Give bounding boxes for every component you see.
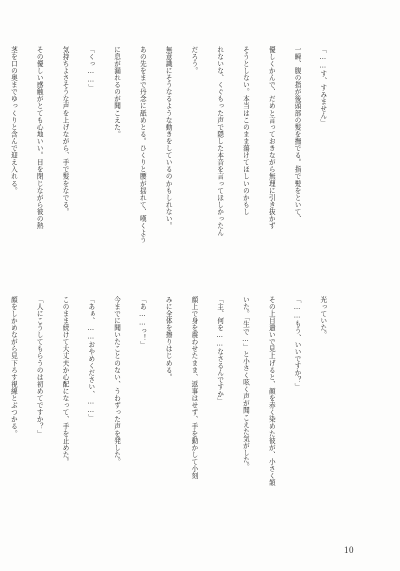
text-line: みに全体を擦りはじめる。: [164, 296, 173, 381]
text-line: いた。「生で…」と小さく呟く声が聞こえた気がした。: [241, 296, 250, 471]
page-number: 10: [344, 545, 354, 555]
text-line: 無意識にそうなるような動きをしているのかもしれない。: [164, 46, 173, 230]
text-line: 「人にこうしてもらうのは初めてですか？」: [35, 296, 44, 437]
text-line: 「……す、すみません」: [318, 46, 327, 127]
text-line: に息が漏れるのが聞こえた。: [112, 46, 121, 138]
text-line: 「くっ……」: [86, 46, 95, 92]
text-line: 「……もう、いいですか？」: [293, 296, 302, 391]
text-line: 茎を口の奥までゆっくりと含んで迎え入れる。: [9, 46, 18, 195]
text-line: 優しくかんで、だめと言っておきながら無理に引き抜かず: [267, 46, 276, 230]
text-line: その優しい感触がとても心地いい。目を閉じながら彼の熱: [35, 46, 44, 230]
text-line: 光っていた。: [318, 296, 327, 339]
text-block-lower: [9, 296, 344, 518]
text-line: 「あ……っ！」: [138, 296, 147, 349]
text-line: 今までに聞いたことのない、うわずった声を発した。: [112, 296, 121, 466]
text-line: あの先をまで丹念に舐めとる。ひくりと腰が揺れて、嘆くよう: [138, 46, 147, 244]
text-block-upper: [9, 46, 344, 268]
text-line: このまま続けて大丈夫か心配になって、手を止めた。: [61, 296, 69, 466]
text-line: だろう。: [189, 46, 198, 75]
text-line: 「あぁ、……おやめください、……」: [86, 296, 95, 422]
text-line: その上目遣いで見上げると、顔を赤く染めた彼が、小さく頷: [267, 296, 276, 487]
text-line: 顔をしかめながら見下ろす視線とぶつかる。: [9, 296, 18, 437]
text-line: そうとしない。本当はこのまま蕩けてほしいのかもし: [241, 46, 250, 216]
text-line: 「主、何を……なさるんですか」: [215, 296, 224, 405]
text-line: 顔上で身を震わせたまま、返事はせず、手を動かして小刻: [189, 296, 198, 480]
text-line: れないな、くぐもった声で隠した本音を言ってほしかったん: [215, 46, 224, 237]
text-line: 気持ちよさそうな声を上げながら、手で髪をなでる。: [61, 46, 69, 216]
text-line: 一瞬、腹の指が後頭部の髪を撫でる。指で髪をといて、: [293, 46, 302, 223]
